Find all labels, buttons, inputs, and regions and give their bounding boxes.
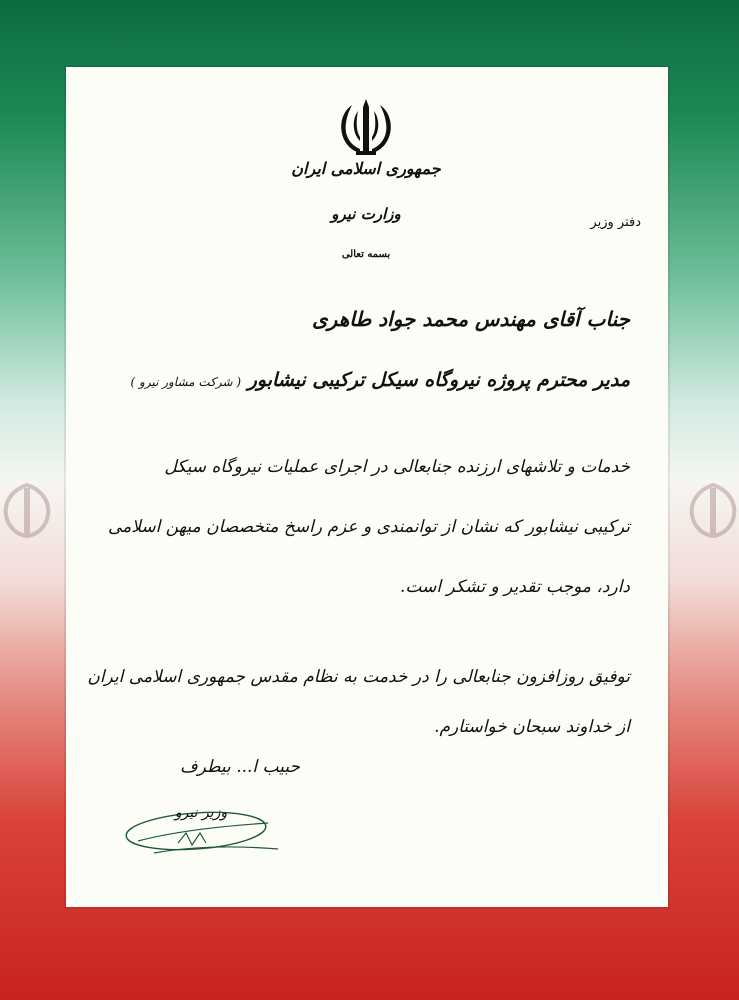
recipient-line-2 [70, 369, 630, 391]
recipient-company: ( شرکت مشاور نیرو ) [130, 375, 242, 389]
letter-paper [66, 67, 668, 907]
body-line-4: توفیق روزافزون جنابعالی را در خدمت به نظام مقدس جمهوری اسلامی ایران [87, 667, 630, 687]
iran-emblem-icon [334, 95, 398, 159]
signatory-title: وزیر نیرو [174, 805, 228, 821]
letterhead-bismillah: بسمه تعالی [341, 249, 391, 260]
letterhead-ministry: وزارت نیرو [331, 205, 401, 223]
letterhead-country: جمهوری اسلامی ایران [291, 159, 441, 178]
body-line-2: ترکیبی نیشابور که نشان از توانمندی و عزم راسخ متخصصان میهن اسلامی [107, 517, 630, 537]
emblem-watermark-right [678, 480, 739, 540]
letterhead-office: دفتر وزیر [590, 215, 641, 230]
signatory-name: حبیب ا... بیطرف [179, 757, 300, 777]
recipient-line-1: جناب آقای مهندس محمد جواد طاهری [312, 307, 630, 331]
body-line-1: خدمات و تلاشهای ارزنده جنابعالی در اجرای عملیات نیروگاه سیکل [164, 457, 630, 477]
emblem-watermark-left [0, 480, 62, 540]
body-line-5: از خداوند سبحان خواستارم. [434, 717, 630, 737]
recipient-role: مدیر محترم پروژه نیروگاه سیکل ترکیبی نیشابور [247, 369, 630, 391]
body-line-3: دارد، موجب تقدیر و تشکر است. [400, 577, 630, 597]
